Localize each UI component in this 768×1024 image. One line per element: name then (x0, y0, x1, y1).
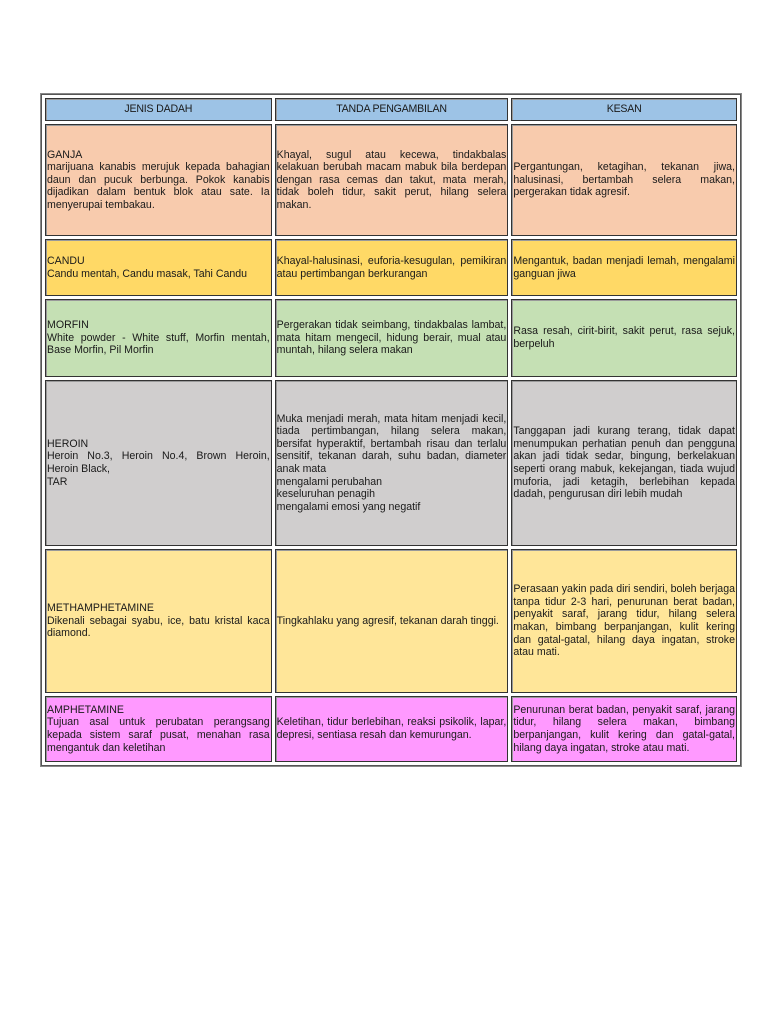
signs-line: keseluruhan penagih (276, 488, 376, 501)
drug-name: HEROIN (47, 437, 89, 450)
cell-effects: Mengantuk, badan menjadi lemah, mengalami ganguan jiwa (511, 239, 737, 296)
drug-description: Dikenali sebagai syabu, ice, batu kristal kaca diamond. (47, 614, 270, 640)
header-tanda-pengambilan: TANDA PENGAMBILAN (275, 98, 509, 121)
table-row-amphetamine (45, 696, 737, 762)
cell-signs: Khayal-halusinasi, euforia-kesugulan, pemikiran atau pertimbangan berkurangan (275, 239, 509, 296)
cell-effects: Rasa resah, cirit-birit, sakit perut, rasa sejuk, berpeluh (511, 299, 737, 377)
drug-description-line: TAR (47, 475, 68, 488)
signs-line: mengalami emosi yang negatif (276, 500, 421, 513)
table-row-methamphetamine (45, 549, 737, 693)
cell-effects: Pergantungan, ketagihan, tekanan jiwa, halusinasi, bertambah selera makan, pergerakan tidak agresif. (511, 124, 737, 236)
header-kesan: KESAN (511, 98, 737, 121)
table-row-ganja (45, 124, 737, 236)
drug-description: Tujuan asal untuk perubatan perangsang kepada sistem saraf pusat, menahan rasa mengantuk dan keletihan (47, 716, 270, 754)
header-jenis-dadah: JENIS DADAH (45, 98, 272, 121)
cell-effects: Tanggapan jadi kurang terang, tidak dapat menumpukan perhatian penuh dan pengguna akan jadi tidak sedar, bingung, berkelakuan seperti orang mabuk, kekejangan, tiada wujud muforia, jadi ketagih, berlebihan kepada dadah, pengurusan diri lebih mudah (511, 380, 737, 546)
cell-signs (275, 380, 509, 546)
drug-name: GANJA (47, 148, 83, 161)
drug-description: marijuana kanabis merujuk kepada bahagian daun dan pucuk berbunga. Pokok kanabis dijadikan dalam bentuk blok atau sate. Ia menyerupai tembakau. (47, 161, 270, 211)
cell-drug-type (45, 380, 272, 546)
cell-drug-type (45, 124, 272, 236)
signs-line: Muka menjadi merah, mata hitam menjadi kecil, tiada pertimbangan, hilang selera makan, bersifat hyperaktif, bertambah risau dan terlalu sensitif, tekanan darah, suhu badan, diameter anak mata (276, 412, 507, 475)
cell-drug-type (45, 696, 272, 762)
cell-effects: Penurunan berat badan, penyakit saraf, jarang tidur, hilang selera makan, bimbang berpanjangan, kulit kering dan gatal-gatal, hilang daya ingatan, stroke atau mati. (511, 696, 737, 762)
table-header-row (45, 98, 737, 121)
cell-effects: Perasaan yakin pada diri sendiri, boleh berjaga tanpa tidur 2-3 hari, penurunan berat badan, penyakit saraf, jarang tidur, hilang selera makan, bimbang berpanjangan, kulit kering dan gatal-gatal, hilang daya ingatan, stroke atau mati. (511, 549, 737, 693)
cell-signs: Keletihan, tidur berlebihan, reaksi psikolik, lapar, depresi, sentiasa resah dan kemurungan. (275, 696, 509, 762)
table-row-candu (45, 239, 737, 296)
table-row-morfin (45, 299, 737, 377)
cell-drug-type (45, 299, 272, 377)
drug-description: White powder - White stuff, Morfin mentah, Base Morfin, Pil Morfin (47, 331, 270, 357)
drug-description-line: Heroin No.3, Heroin No.4, Brown Heroin, Heroin Black, (47, 450, 270, 475)
cell-signs: Tingkahlaku yang agresif, tekanan darah tinggi. (275, 549, 509, 693)
drug-name: MORFIN (47, 319, 89, 332)
cell-drug-type (45, 239, 272, 296)
signs-line: mengalami perubahan (276, 475, 383, 488)
table-row-heroin (45, 380, 737, 546)
drug-name: METHAMPHETAMINE (47, 602, 154, 615)
drug-effects-table (41, 94, 741, 766)
cell-drug-type (45, 549, 272, 693)
drug-description: Candu mentah, Candu masak, Tahi Candu (47, 267, 248, 280)
cell-signs: Khayal, sugul atau kecewa, tindakbalas kelakuan berubah macam mabuk bila berdepan dengan rasa cemas dan takut, mata merah, tidak boleh tidur, sakit perut, hilang selera makan. (275, 124, 509, 236)
drug-name: AMPHETAMINE (47, 703, 124, 716)
drug-name: CANDU (47, 254, 85, 267)
cell-signs: Pergerakan tidak seimbang, tindakbalas lambat, mata hitam mengecil, hidung berair, mual atau muntah, hilang selera makan (275, 299, 509, 377)
